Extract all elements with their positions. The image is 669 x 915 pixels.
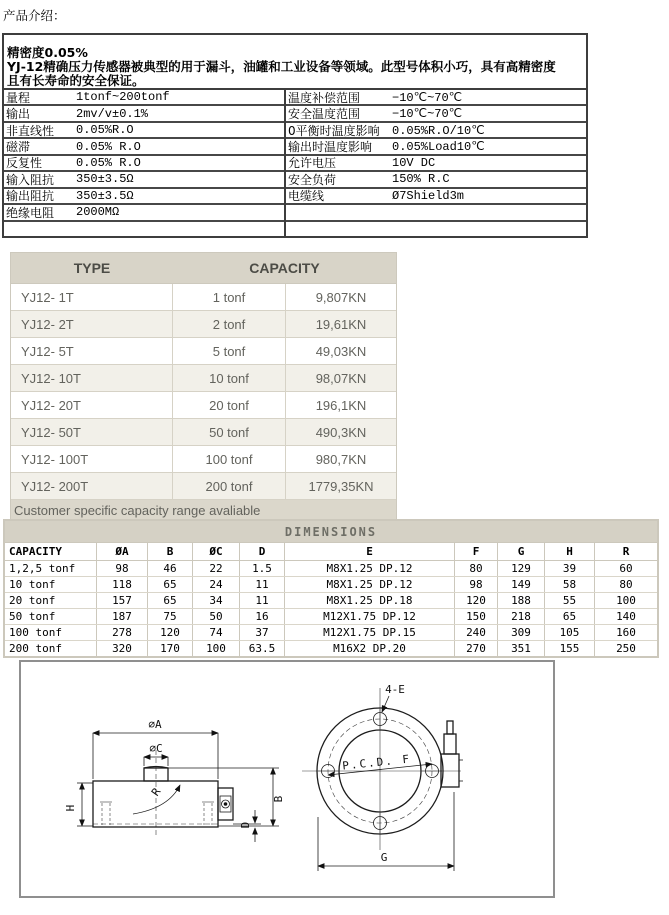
type-cell-tonf: 20 tonf [173,392,286,418]
dim-cell: 100 tonf [5,625,97,640]
type-row [11,446,396,473]
spec-row-empty [4,222,284,236]
spec-row [4,205,284,221]
dim-cell: 157 [97,593,148,608]
type-cell-model: YJ12- 20T [11,392,173,418]
spec-box [2,33,588,238]
dim-cell: 60 [619,562,633,575]
spec-value: Ø7Shield3m [392,188,465,203]
spec-value: 0.05%R.O [76,123,134,138]
type-cell-kn: 98,07KN [315,370,367,386]
spec-table [4,88,586,236]
spec-row [286,189,586,205]
dim-cell: 39 [545,561,595,576]
spec-row [286,106,586,122]
dim-cell: 65 [545,609,595,624]
type-cell-model: YJ12- 50T [11,419,173,445]
type-cell-kn: 49,03KN [315,343,367,359]
dim-col-header: D [240,543,285,560]
dim-cell: 120 [455,593,498,608]
spec-label: 输出 [6,107,31,122]
technical-drawing [21,662,553,896]
dim-cell: 98 [455,577,498,592]
dim-cell: 320 [97,641,148,656]
type-cell-model: YJ12- 2T [11,311,173,337]
dim-col-header: ØC [193,543,240,560]
dim-label-h: H [64,804,77,812]
spec-value: −10℃~70℃ [392,107,463,122]
drawing-frame [19,660,555,898]
spec-row [4,106,284,122]
dim-cell: 20 tonf [5,593,97,608]
dim-cell: 100 [193,641,240,656]
header-capacity: CAPACITY [249,260,320,276]
spec-value: 350±3.5Ω [76,172,134,187]
dim-col-header: G [498,543,545,560]
dimensions-row [5,609,657,625]
dim-cell: 351 [498,641,545,656]
spec-row [286,90,586,106]
spec-value: 150% R.C [392,172,450,187]
dim-cell: 105 [545,625,595,640]
dim-cell: 80 [455,561,498,576]
dim-col-header: B [148,543,193,560]
spec-label: 输入阻抗 [6,172,55,187]
dim-cell: 22 [193,561,240,576]
dim-cell: 63.5 [240,641,285,656]
type-row [11,392,396,419]
dim-col-header: F [455,543,498,560]
dimensions-row [5,625,657,641]
dimensions-title: DIMENSIONS [5,521,657,543]
dim-cell: 50 [193,609,240,624]
dim-label-b: B [272,795,285,803]
dim-cell: 98 [97,561,148,576]
cable-connector-front [441,754,459,787]
dim-label-d: D [239,821,252,829]
dim-cell: 37 [240,625,285,640]
type-cell-tonf: 50 tonf [173,419,286,445]
dim-cell: 218 [498,609,545,624]
type-cell-tonf: 200 tonf [173,473,286,499]
spec-value: 350±3.5Ω [76,188,134,203]
dim-cell: 160 [616,626,636,639]
dimensions-header-row [5,543,657,561]
dim-cell: 155 [545,641,595,656]
dim-cell: 140 [616,610,636,623]
dimensions-row [5,593,657,609]
dim-cell: 1.5 [240,561,285,576]
spec-row [286,139,586,155]
dim-cell: M8X1.25 DP.12 [285,561,455,576]
spec-row [4,156,284,172]
dim-label-dia-c: ∅C [149,742,163,755]
spec-value: 0.05% R.O [76,155,141,170]
spec-label: 绝缘电阻 [6,205,55,220]
dim-cell: 200 tonf [5,641,97,656]
spec-value: 2000MΩ [76,205,120,220]
type-row [11,338,396,365]
spec-row-empty [286,205,586,221]
dimensions-row [5,561,657,577]
spec-label: 允许电压 [288,156,337,171]
type-table-header [11,253,396,284]
type-cell-model: YJ12- 1T [11,284,173,310]
dim-cell: M16X2 DP.20 [285,641,455,656]
dim-cell: 129 [498,561,545,576]
dim-cell: M12X1.75 DP.12 [285,609,455,624]
type-cell-tonf: 5 tonf [173,338,286,364]
type-row [11,473,396,500]
dim-cell: 309 [498,625,545,640]
dim-cell: 16 [240,609,285,624]
dim-label-pcd-f: P.C.D. F [341,752,412,773]
flange-view-drawing [302,683,463,871]
spec-value: 0.05%Load10℃ [392,140,485,155]
spec-row [4,139,284,155]
type-cell-tonf: 100 tonf [173,446,286,472]
spec-row [286,123,586,139]
type-cell-kn: 9,807KN [315,289,367,305]
spec-row [286,172,586,188]
spec-label: 电缆线 [288,189,325,204]
dim-label-four-e: 4-E [385,683,405,696]
spec-row [4,172,284,188]
spec-row-empty [286,222,586,236]
dim-cell: 100 [616,594,636,607]
type-cell-model: YJ12- 200T [11,473,173,499]
type-capacity-table [10,252,397,521]
dim-cell: 188 [498,593,545,608]
type-cell-kn: 980,7KN [315,451,367,467]
dim-cell: 149 [498,577,545,592]
spec-value: 2mv/v±0.1% [76,106,149,121]
intro-line-1: 精密度0.05% [7,45,88,60]
dimensions-row [5,641,657,656]
spec-value: 0.05% R.O [76,139,141,154]
spec-row [4,189,284,205]
side-view-drawing [64,718,285,842]
type-cell-model: YJ12- 100T [11,446,173,472]
type-cell-tonf: 2 tonf [173,311,286,337]
type-row [11,365,396,392]
type-cell-model: YJ12- 10T [11,365,173,391]
spec-row [4,90,284,106]
dim-label-r: R [148,785,164,799]
spec-value: −10℃~70℃ [392,90,463,105]
dim-cell: 240 [455,625,498,640]
dim-cell: 170 [148,641,193,656]
dim-cell: 65 [148,577,193,592]
spec-label: 非直线性 [6,123,55,138]
dim-cell: 120 [148,625,193,640]
dim-cell: 1,2,5 tonf [5,561,97,576]
dim-cell: M8X1.25 DP.12 [285,577,455,592]
dimensions-table [3,519,659,658]
spec-label: 温度补偿范围 [288,90,361,105]
dim-col-header: H [545,543,595,560]
spec-label: 安全负荷 [288,172,337,187]
spec-row [4,123,284,139]
spec-label: 安全温度范围 [288,107,361,122]
dim-cell: 55 [545,593,595,608]
intro-line-2: YJ-12精确压力传感器被典型的用于漏斗，油罐和工业设备等领域。此型号体积小巧，具有高精密度 [7,59,556,74]
dim-cell: 11 [240,593,285,608]
dim-cell: 118 [97,577,148,592]
dim-cell: 24 [193,577,240,592]
spec-label: 0平衡时温度影响 [288,123,380,138]
dim-col-header: E [285,543,455,560]
spec-label: 输出时温度影响 [288,140,373,155]
dim-cell: M12X1.75 DP.15 [285,625,455,640]
dim-cell: 80 [619,578,633,591]
intro-text [4,35,586,88]
dim-cell: 58 [545,577,595,592]
spec-label: 磁滞 [6,140,31,155]
type-cell-tonf: 10 tonf [173,365,286,391]
dim-col-header: CAPACITY [5,543,97,560]
spec-column-left [4,90,286,236]
type-cell-model: YJ12- 5T [11,338,173,364]
dim-cell: 278 [97,625,148,640]
type-cell-tonf: 1 tonf [173,284,286,310]
spec-label: 反复性 [6,156,43,171]
header-type: TYPE [73,260,111,276]
type-row [11,419,396,446]
dim-cell: 11 [240,577,285,592]
spec-value: 10V DC [392,155,436,170]
type-cell-kn: 19,61KN [315,316,367,332]
spec-value: 0.05%R.O/10℃ [392,123,485,138]
type-cell-kn: 490,3KN [315,424,367,440]
dim-cell: 34 [193,593,240,608]
dim-cell: 270 [455,641,498,656]
intro-line-3: 且有长寿命的安全保证。 [7,73,145,88]
dim-cell: 46 [148,561,193,576]
dim-cell: 10 tonf [5,577,97,592]
dim-label-g: G [380,851,388,864]
dim-col-header: R [622,545,630,558]
page-title: 产品介绍： [3,8,66,23]
dim-cell: 75 [148,609,193,624]
spec-row [286,156,586,172]
type-cell-kn: 1779,35KN [308,478,374,494]
dim-cell: 65 [148,593,193,608]
dim-cell: 250 [616,642,636,655]
type-row [11,284,396,311]
dim-cell: 50 tonf [5,609,97,624]
spec-column-right [286,90,586,236]
spec-label: 输出阻抗 [6,189,55,204]
dimensions-row [5,577,657,593]
spec-value: 1tonf~200tonf [76,90,170,105]
type-table-footer: Customer specific capacity range avaliable [11,500,396,520]
type-row [11,311,396,338]
dim-cell: M8X1.25 DP.18 [285,593,455,608]
spec-label: 量程 [6,90,31,105]
type-cell-kn: 196,1KN [315,397,367,413]
dim-col-header: ØA [97,543,148,560]
dim-cell: 150 [455,609,498,624]
dim-cell: 187 [97,609,148,624]
dim-label-dia-a: ∅A [148,718,162,731]
dim-cell: 74 [193,625,240,640]
